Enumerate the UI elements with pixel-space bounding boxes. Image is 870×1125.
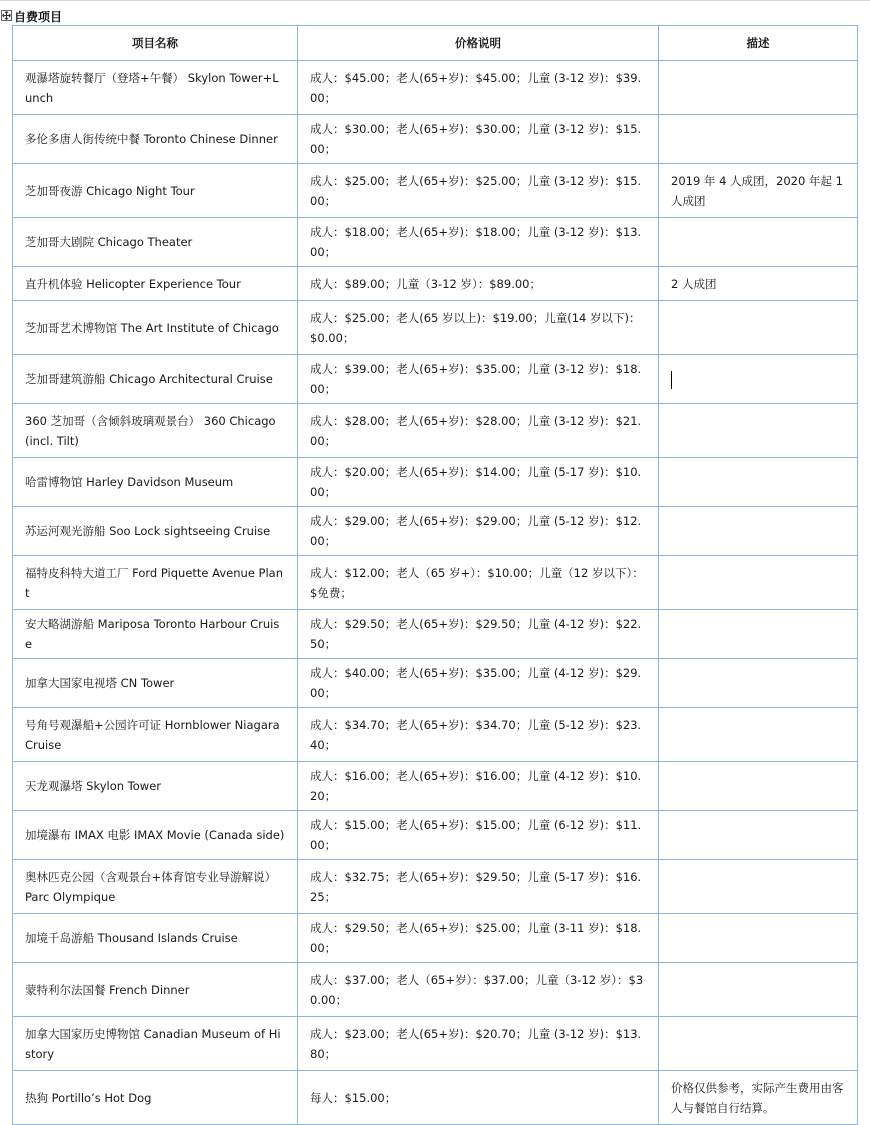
item-desc-cell[interactable] bbox=[659, 811, 858, 860]
table-row bbox=[13, 115, 858, 164]
table-row bbox=[13, 860, 858, 914]
item-price-cell[interactable]: 成人：$39.00；老人(65+岁)：$35.00；儿童 (3-12 岁)：$18.00； bbox=[298, 355, 659, 404]
table-row bbox=[13, 267, 858, 301]
text-cursor bbox=[671, 371, 672, 389]
item-desc-cell[interactable] bbox=[659, 708, 858, 762]
item-price-cell[interactable]: 成人：$40.00；老人(65+岁)：$35.00；儿童 (4-12 岁)：$29.00； bbox=[298, 659, 659, 708]
item-name-cell[interactable]: 加境瀑布 IMAX 电影 IMAX Movie (Canada side) bbox=[13, 811, 298, 860]
item-desc-cell[interactable]: 价格仅供参考，实际产生费用由客人与餐馆自行结算。 bbox=[659, 1071, 858, 1125]
item-name-cell[interactable]: 多伦多唐人街传统中餐 Toronto Chinese Dinner bbox=[13, 115, 298, 164]
item-desc-cell[interactable] bbox=[659, 610, 858, 659]
table-row bbox=[13, 218, 858, 267]
item-name-cell[interactable]: 芝加哥艺术博物馆 The Art Institute of Chicago bbox=[13, 301, 298, 355]
table-move-handle-icon[interactable] bbox=[1, 10, 12, 21]
table-row bbox=[13, 556, 858, 610]
table-row bbox=[13, 61, 858, 115]
table-row bbox=[13, 355, 858, 404]
table-row bbox=[13, 610, 858, 659]
table-row bbox=[13, 811, 858, 860]
item-desc-cell[interactable] bbox=[659, 659, 858, 708]
table-row bbox=[13, 458, 858, 507]
item-name-cell[interactable]: 热狗 Portillo’s Hot Dog bbox=[13, 1071, 298, 1125]
page-top-border bbox=[0, 0, 870, 1]
item-name-cell[interactable]: 号角号观瀑船+公园许可证 Hornblower Niagara Cruise bbox=[13, 708, 298, 762]
item-desc-cell[interactable] bbox=[659, 860, 858, 914]
item-name-cell[interactable]: 芝加哥夜游 Chicago Night Tour bbox=[13, 164, 298, 218]
item-name-cell[interactable]: 苏运河观光游船 Soo Lock sightseeing Cruise bbox=[13, 507, 298, 556]
item-price-cell[interactable]: 成人：$29.50；老人(65+岁)：$25.00；儿童 (3-11 岁)：$18.00； bbox=[298, 914, 659, 963]
table-row bbox=[13, 404, 858, 458]
item-price-cell[interactable]: 成人：$34.70；老人(65+岁)：$34.70；儿童 (5-12 岁)：$23.40； bbox=[298, 708, 659, 762]
item-desc-cell[interactable] bbox=[659, 61, 858, 115]
item-price-cell[interactable]: 成人：$25.00；老人(65+岁)：$25.00；儿童 (3-12 岁)：$15.00； bbox=[298, 164, 659, 218]
section-title: 自费项目 bbox=[14, 10, 63, 24]
item-desc-cell[interactable] bbox=[659, 404, 858, 458]
item-price-cell[interactable]: 成人：$23.00；老人(65+岁)：$20.70；儿童 (3-12 岁)：$13.80； bbox=[298, 1017, 659, 1071]
table-row bbox=[13, 659, 858, 708]
item-desc-cell[interactable] bbox=[659, 914, 858, 963]
table-row bbox=[13, 914, 858, 963]
item-desc-cell[interactable] bbox=[659, 458, 858, 507]
item-name-cell[interactable]: 直升机体验 Helicopter Experience Tour bbox=[13, 267, 298, 301]
item-price-cell[interactable]: 成人：$28.00；老人(65+岁)：$28.00；儿童 (3-12 岁)：$21.00； bbox=[298, 404, 659, 458]
item-desc-cell[interactable] bbox=[659, 507, 858, 556]
item-name-cell[interactable]: 加境千岛游船 Thousand Islands Cruise bbox=[13, 914, 298, 963]
item-name-cell[interactable]: 加拿大国家电视塔 CN Tower bbox=[13, 659, 298, 708]
item-name-cell[interactable]: 天龙观瀑塔 Skylon Tower bbox=[13, 762, 298, 811]
table-row bbox=[13, 301, 858, 355]
item-price-cell[interactable]: 成人：$37.00；老人（65+岁）：$37.00；儿童（3-12 岁）：$30.00； bbox=[298, 963, 659, 1017]
item-name-cell[interactable]: 芝加哥大剧院 Chicago Theater bbox=[13, 218, 298, 267]
item-desc-cell[interactable] bbox=[659, 556, 858, 610]
item-price-cell[interactable]: 成人：$45.00；老人(65+岁)：$45.00；儿童 (3-12 岁)：$39.00； bbox=[298, 61, 659, 115]
item-price-cell[interactable]: 成人：$16.00；老人(65+岁)：$16.00；儿童 (4-12 岁)：$10.20； bbox=[298, 762, 659, 811]
item-name-cell[interactable]: 蒙特利尔法国餐 French Dinner bbox=[13, 963, 298, 1017]
item-price-cell[interactable]: 成人：$25.00；老人(65 岁以上)：$19.00；儿童(14 岁以下)：$0.00； bbox=[298, 301, 659, 355]
item-price-cell[interactable]: 成人：$29.00；老人(65+岁)：$29.00；儿童 (5-12 岁)：$12.00； bbox=[298, 507, 659, 556]
table-row bbox=[13, 708, 858, 762]
item-name-cell[interactable]: 360 芝加哥（含倾斜玻璃观景台） 360 Chicago (incl. Tilt) bbox=[13, 404, 298, 458]
item-desc-cell[interactable]: 2019 年 4 人成团，2020 年起 1 人成团 bbox=[659, 164, 858, 218]
item-desc-cell[interactable] bbox=[659, 218, 858, 267]
item-price-cell[interactable]: 成人：$30.00；老人(65+岁)：$30.00；儿童 (3-12 岁)：$15.00； bbox=[298, 115, 659, 164]
item-desc-cell[interactable] bbox=[659, 115, 858, 164]
item-price-cell[interactable]: 成人：$12.00；老人（65 岁+）：$10.00；儿童（12 岁以下）：$免费； bbox=[298, 556, 659, 610]
table-row bbox=[13, 762, 858, 811]
item-name-cell[interactable]: 芝加哥建筑游船 Chicago Architectural Cruise bbox=[13, 355, 298, 404]
item-price-cell[interactable]: 成人：$15.00；老人(65+岁)：$15.00；儿童 (6-12 岁)：$11.00； bbox=[298, 811, 659, 860]
item-name-cell[interactable]: 福特皮科特大道工厂 Ford Piquette Avenue Plant bbox=[13, 556, 298, 610]
item-name-cell[interactable]: 奥林匹克公园（含观景台+体育馆专业导游解说） Parc Olympique bbox=[13, 860, 298, 914]
item-desc-cell[interactable] bbox=[659, 762, 858, 811]
item-price-cell[interactable]: 成人：$32.75；老人(65+岁)：$29.50；儿童 (5-17 岁)：$16.25； bbox=[298, 860, 659, 914]
item-desc-cell[interactable] bbox=[659, 1017, 858, 1071]
column-header-name: 项目名称 bbox=[13, 26, 298, 61]
column-header-price: 价格说明 bbox=[298, 26, 659, 61]
table-row bbox=[13, 1017, 858, 1071]
column-header-desc: 描述 bbox=[659, 26, 858, 61]
item-price-cell[interactable]: 成人：$20.00；老人(65+岁)：$14.00；儿童 (5-17 岁)：$10.00； bbox=[298, 458, 659, 507]
optional-fee-table bbox=[12, 25, 858, 1125]
table-header-row bbox=[13, 26, 858, 61]
item-price-cell[interactable]: 成人：$29.50；老人(65+岁)：$29.50；儿童 (4-12 岁)：$22.50； bbox=[298, 610, 659, 659]
item-desc-cell[interactable] bbox=[659, 355, 858, 404]
item-price-cell[interactable]: 成人：$18.00；老人(65+岁)：$18.00；儿童 (3-12 岁)：$13.00； bbox=[298, 218, 659, 267]
item-desc-cell[interactable] bbox=[659, 301, 858, 355]
item-name-cell[interactable]: 哈雷博物馆 Harley Davidson Museum bbox=[13, 458, 298, 507]
item-name-cell[interactable]: 观瀑塔旋转餐厅（登塔+午餐） Skylon Tower+Lunch bbox=[13, 61, 298, 115]
item-name-cell[interactable]: 加拿大国家历史博物馆 Canadian Museum of History bbox=[13, 1017, 298, 1071]
table-row bbox=[13, 507, 858, 556]
table-row bbox=[13, 164, 858, 218]
table-row bbox=[13, 1071, 858, 1125]
item-price-cell[interactable]: 成人：$89.00；儿童（3-12 岁）：$89.00； bbox=[298, 267, 659, 301]
item-name-cell[interactable]: 安大略湖游船 Mariposa Toronto Harbour Cruise bbox=[13, 610, 298, 659]
item-desc-cell[interactable]: 2 人成团 bbox=[659, 267, 858, 301]
item-price-cell[interactable]: 每人：$15.00； bbox=[298, 1071, 659, 1125]
